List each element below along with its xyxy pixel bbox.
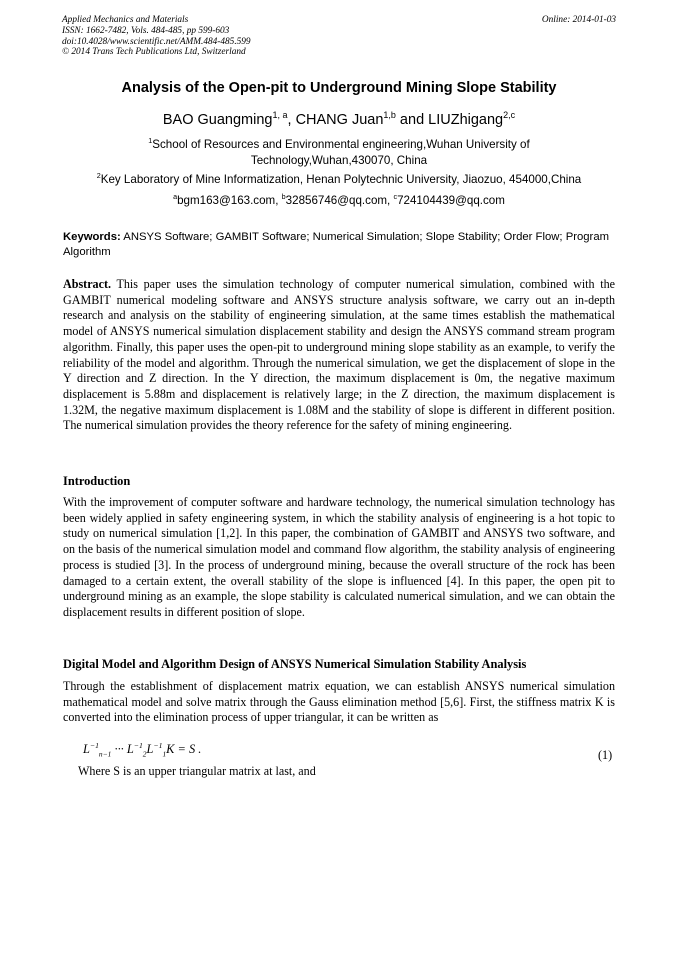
- author-name: CHANG Juan: [295, 112, 384, 128]
- author-list: [40, 112, 638, 128]
- digital-model-text: Through the establishment of displacement matrix equation, we can establish ANSYS numerical simulation mathematical model and solve matrix through the Gauss elimination method [5,6]. First, the stiffness matrix K is converted into the elimination process of upper triangular, it can be written as: [63, 679, 615, 725]
- email-address[interactable]: bgm163@163.com: [177, 194, 276, 207]
- digital-model-heading: Digital Model and Algorithm Design of ANSYS Numerical Simulation Stability Analysis: [63, 657, 527, 671]
- author-name: LIUZhigang: [428, 112, 504, 128]
- online-date: Online: 2014-01-03: [541, 15, 616, 25]
- author-separator: and: [395, 112, 429, 128]
- keywords: [63, 230, 615, 260]
- introduction-heading: Introduction: [63, 474, 131, 488]
- doi-line: doi:10.4028/www.scientific.net/AMM.484-485.599: [62, 36, 251, 47]
- email-mark: b: [281, 192, 286, 202]
- affiliation-number: 2: [96, 171, 101, 181]
- author-separator: ,: [287, 112, 296, 128]
- equation-number: (1): [598, 748, 613, 762]
- journal-name: Applied Mechanics and Materials: [62, 15, 189, 25]
- affiliation-text: School of Resources and Environmental engineering,Wuhan University of Technology,Wuhan,430070, China: [152, 138, 530, 167]
- copyright-line: © 2014 Trans Tech Publications Ltd, Switzerland: [62, 47, 246, 58]
- email-mark: c: [393, 192, 398, 202]
- affiliation-2: [30, 173, 648, 186]
- email-separator: ,: [275, 194, 282, 207]
- email-list: [40, 194, 638, 207]
- introduction-text: With the improvement of computer software and hardware technology, the numerical simulation technology has been widely applied in safety engineering system, in which the stability analysis of engineering is a hot topic to study on numerical simulation [1,2]. In this paper, the combination of GAMBIT and ANSYS two software, and on the basis of the numerical simulation model and command flow algorithm, the stability analysis of engineering process is studied [3]. In the process of underground mining, because the overall structure of the rock has been damaged to a certain extent, the overall stability of the slope is influenced [4]. In this paper, the open pit to underground mining as an example, the slope stability is calculated numerical simulation, and we can obtain the displacement results in different position of slope.: [63, 495, 615, 619]
- abstract-label: Abstract.: [63, 277, 112, 291]
- author-name: BAO Guangming: [162, 112, 273, 128]
- author-affiliation-mark: 1,b: [383, 110, 396, 121]
- author-affiliation-mark: 2,c: [503, 110, 516, 121]
- equation-1: $L^{-1}_{n-1}$ ··· $L^{-1}_2L^{-1}_1K = S$ .: [83, 740, 202, 759]
- author-affiliation-mark: 1, a: [272, 110, 288, 121]
- abstract-text: This paper uses the simulation technology of computer numerical simulation, combined with the GAMBIT numerical modeling software and ANSYS structure analysis software, we carry out an in-depth research and analysis on the stability of engineering simulation, at the same times establish the mathematical model of ANSYS numerical simulation displacement stability and design the ANSYS command stream program algorithm. Finally, this paper uses the open-pit to underground mining slope stability as an example, to verify the reliability of the model and algorithm. Through the numerical simulation, we get the displacement of slope in the Y direction and Z direction. In the Y direction, the maximum displacement is 0m, the negative maximum displacement is 5.88m and displacement is relatively large; in the Z direction, the maximum displacement is 1.32M, the negative maximum displacement is 1.08M and the stability of slope is different in different position. The numerical simulation provides the theory reference for the safety of mining engineering.: [63, 277, 615, 433]
- where-text: Where S is an upper triangular matrix at last, and: [78, 764, 316, 778]
- journal-header: [62, 15, 616, 58]
- email-separator: ,: [387, 194, 394, 207]
- affiliation-number: 1: [148, 136, 153, 146]
- abstract: [63, 277, 615, 434]
- email-address[interactable]: 32856746@qq.com: [285, 194, 388, 207]
- issn-line: ISSN: 1662-7482, Vols. 484-485, pp 599-603: [62, 25, 230, 36]
- email-address[interactable]: 724104439@qq.com: [397, 194, 505, 207]
- email-mark: a: [173, 192, 178, 202]
- paper-title: Analysis of the Open-pit to Underground Mining Slope Stability: [121, 80, 557, 96]
- affiliation-text: Key Laboratory of Mine Informatization, Henan Polytechnic University, Jiaozuo, 454000,China: [100, 173, 582, 186]
- keywords-text: ANSYS Software; GAMBIT Software; Numerical Simulation; Slope Stability; Order Flow; Program Algorithm: [63, 231, 610, 258]
- affiliation-1: [100, 137, 578, 168]
- keywords-label: Keywords:: [63, 231, 121, 243]
